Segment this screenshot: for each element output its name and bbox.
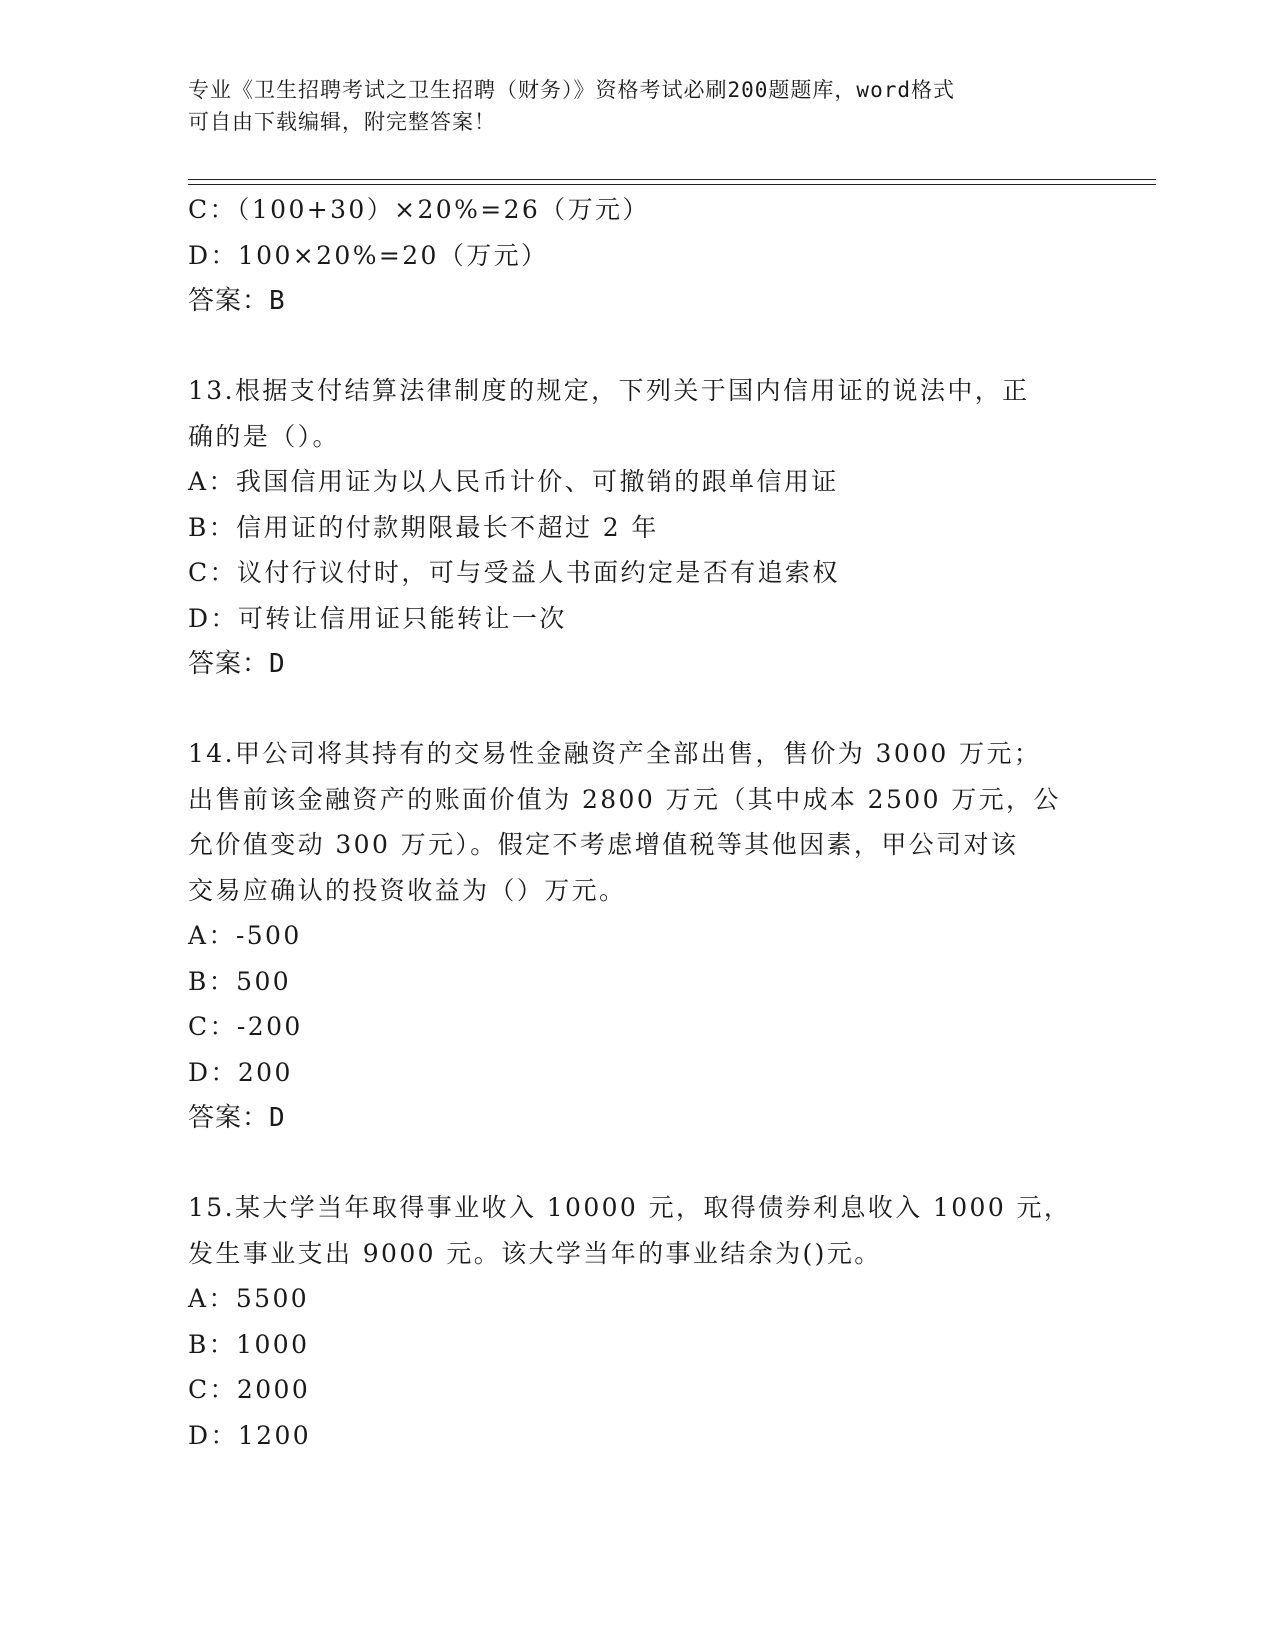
option-b: B：1000 <box>188 1329 310 1359</box>
question-stem: 允价值变动 300 万元）。假定不考虑增值税等其他因素，甲公司对该 <box>188 830 1019 859</box>
question-stem: 14.甲公司将其持有的交易性金融资产全部出售，售价为 3000 万元； <box>188 739 1042 768</box>
answer-line: 答案：D <box>188 1103 286 1133</box>
question-stem: 发生事业支出 9000 元。该大学当年的事业结余为()元。 <box>188 1238 882 1268</box>
question-spacer <box>188 1141 1088 1185</box>
question-13 <box>188 368 1088 687</box>
option-b: B：500 <box>188 966 292 996</box>
header-divider-top <box>188 179 1156 180</box>
option-b: B：信用证的付款期限最长不超过 2 年 <box>188 512 659 542</box>
option-d: D：100×20%=20（万元） <box>188 240 549 270</box>
question-stem: 13.根据支付结算法律制度的规定，下列关于国内信用证的说法中，正 <box>188 376 1030 405</box>
header-line-2: 可自由下载编辑，附完整答案！ <box>188 110 496 134</box>
header-line-1: 专业《卫生招聘考试之卫生招聘（财务）》资格考试必刷200题题库，word格式 <box>188 78 955 102</box>
option-a: A：我国信用证为以人民币计价、可撤销的跟单信用证 <box>188 467 839 496</box>
question-15 <box>188 1185 1088 1458</box>
question-stem: 15.某大学当年取得事业收入 10000 元，取得债券利息收入 1000 元， <box>188 1193 1072 1222</box>
option-d: D：200 <box>188 1057 293 1087</box>
answer-line: 答案：B <box>188 286 286 316</box>
option-c: C：（100+30）×20%=26（万元） <box>188 195 650 224</box>
option-c: C：-200 <box>188 1012 303 1041</box>
question-stem: 确的是（）。 <box>188 421 340 451</box>
answer-line: 答案：D <box>188 649 286 679</box>
question-stem: 交易应确认的投资收益为（）万元。 <box>188 875 627 905</box>
question-spacer <box>188 324 1088 368</box>
option-a: A：-500 <box>188 921 302 950</box>
question-spacer <box>188 687 1088 731</box>
question-14 <box>188 731 1088 1141</box>
option-c: C：议付行议付时，可与受益人书面约定是否有追索权 <box>188 558 840 587</box>
question-stem: 出售前该金融资产的账面价值为 2800 万元（其中成本 2500 万元，公 <box>188 784 1061 814</box>
option-a: A：5500 <box>188 1284 310 1313</box>
question-list <box>188 187 1088 1458</box>
option-c: C：2000 <box>188 1375 311 1404</box>
option-d: D：可转让信用证只能转让一次 <box>188 603 567 633</box>
question-12-tail <box>188 187 1088 324</box>
header-divider-bottom <box>188 184 1156 185</box>
option-d: D：1200 <box>188 1420 312 1450</box>
document-header <box>188 74 1068 138</box>
